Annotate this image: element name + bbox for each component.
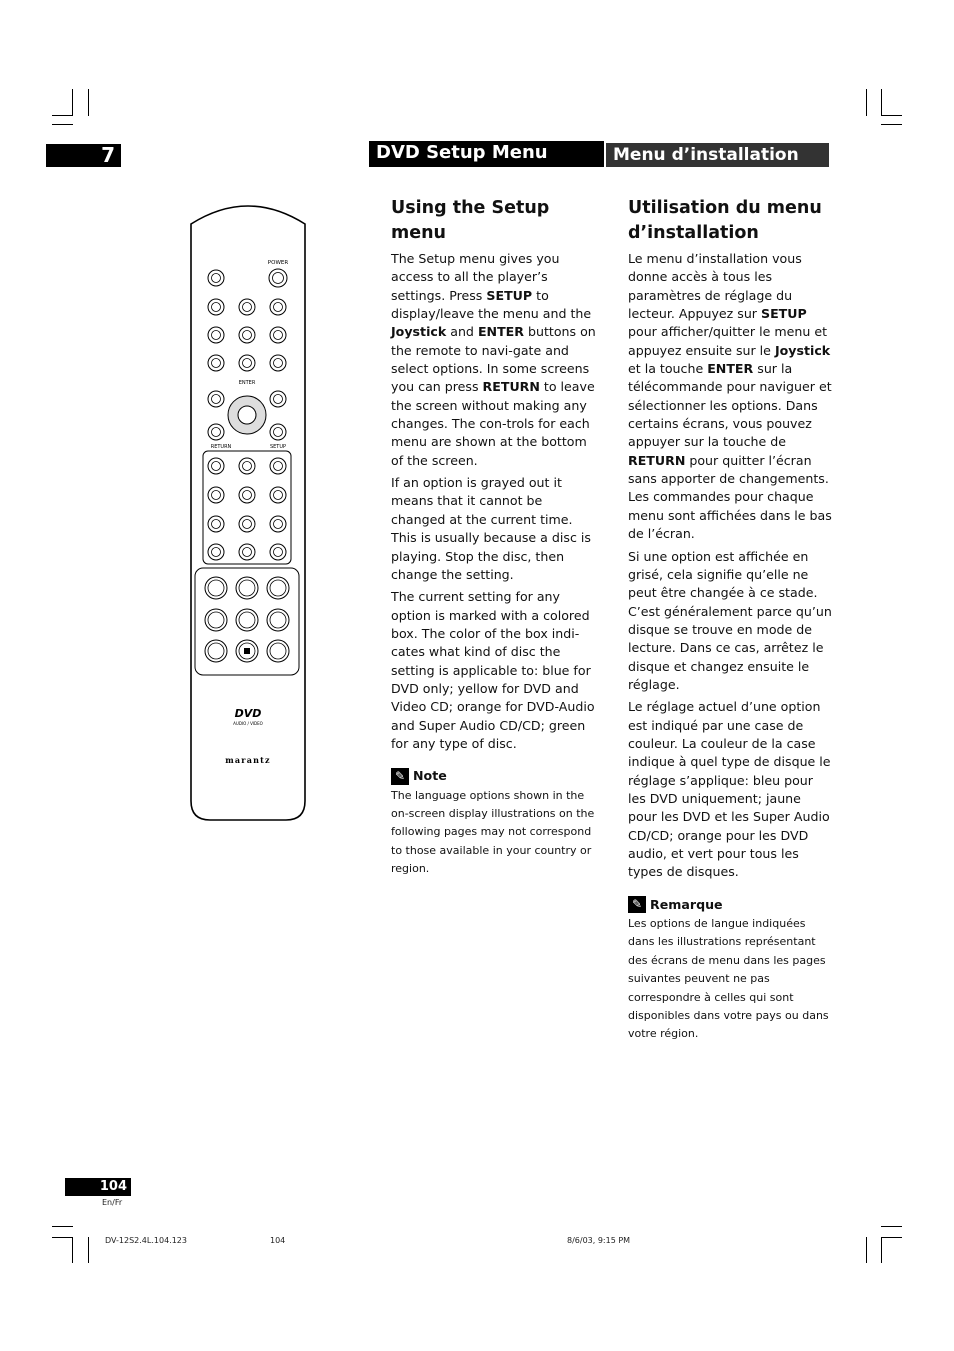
- text-run: pour afficher/quitter le menu et appuyez ensuite sur le: [628, 324, 828, 358]
- paragraph-en-3: The current setting for any option is marked with a colored box. The color of the box indi-cates what kind of disc the setting is applicable to: blue for DVD only; yellow for DVD and Video CD; orange for DVD-Audio and Super Audio CD/CD; green for any type of disc.: [391, 589, 595, 751]
- crop-mark: [88, 1237, 89, 1263]
- english-column: [391, 196, 597, 879]
- remote-button-inner: [274, 395, 283, 404]
- crop-mark: [52, 1226, 73, 1227]
- remote-button-inner: [274, 331, 283, 340]
- remote-button-inner: [212, 395, 221, 404]
- text-run: sur la télécommande pour naviguer et sélectionner les options. Dans certains écrans, vous pouvez appuyer sur la touche de: [628, 361, 832, 450]
- note-title-en: ✎ Note: [391, 767, 597, 785]
- crop-mark: [881, 89, 882, 116]
- remote-button-inner: [274, 428, 283, 437]
- bold-term: SETUP: [486, 287, 533, 303]
- remote-button-inner: [243, 548, 252, 557]
- language-code: En/Fr: [102, 1198, 123, 1207]
- crop-mark: [881, 1226, 902, 1227]
- text-run: Le menu d’installation vous donne accès à tous les paramètres de réglage du lecteur. Appuyez sur: [628, 251, 802, 322]
- paragraph-fr-2: Si une option est affichée en grisé, cela signifie qu’elle ne peut être changée à ce stade. C’est généralement parce qu’un disque se trouve en mode de lecture. Dans ce cas, arrêtez le disque et changez ensuite le réglage.: [628, 548, 832, 692]
- brand-logo: marantz: [225, 755, 271, 765]
- crop-mark: [866, 89, 867, 116]
- note-text-fr: Les options de langue indiquées dans les illustrations représentant des écrans de menu dans les pages suivantes peuvent ne pas correspondre à celles qui sont disponibles dans votre pays ou dans votre région.: [628, 917, 829, 1041]
- remote-button-inner: [208, 612, 224, 628]
- remote-button-inner: [243, 462, 252, 471]
- print-timestamp: 8/6/03, 9:15 PM: [567, 1236, 631, 1245]
- text-run: to leave the screen without making any changes. The con-trols for each menu are shown at the bottom of the screen.: [391, 379, 595, 468]
- remote-button-inner: [212, 491, 221, 500]
- dvd-logo-sub: AUDIO / VIDEO: [233, 721, 263, 726]
- remote-button-inner: [212, 303, 221, 312]
- bold-term: RETURN: [628, 452, 686, 468]
- remote-button-inner: [273, 273, 284, 284]
- return-label: RETURN: [210, 444, 232, 450]
- paragraph-en-1: [391, 250, 597, 470]
- bold-term: Joystick: [391, 324, 447, 340]
- crop-mark: [881, 115, 902, 116]
- section-title-en: DVD Setup Menu: [369, 141, 604, 167]
- page-ref: 104: [270, 1236, 286, 1245]
- remote-button-inner: [243, 331, 252, 340]
- remote-button-inner: [274, 303, 283, 312]
- crop-mark: [881, 124, 902, 125]
- crop-mark: [866, 1237, 867, 1263]
- remote-button-inner: [212, 548, 221, 557]
- remote-button-inner: [212, 462, 221, 471]
- page-number: 104: [65, 1178, 131, 1196]
- remote-button-inner: [243, 359, 252, 368]
- note-text-en: The language options shown in the on-screen display illustrations on the following pages may not correspond to those available in your country or region.: [391, 788, 595, 876]
- file-id: DV-12S2.4L.104.123: [105, 1236, 187, 1245]
- pencil-icon: ✎: [391, 768, 409, 785]
- remote-button-inner: [208, 580, 224, 596]
- remote-button-inner: [270, 612, 286, 628]
- text-run: and: [446, 324, 478, 340]
- crop-mark: [88, 89, 89, 116]
- remote-button-inner: [274, 462, 283, 471]
- setup-label: SETUP: [269, 444, 287, 450]
- crop-mark: [72, 1237, 73, 1263]
- remote-button-inner: [243, 491, 252, 500]
- french-column: [628, 196, 832, 1044]
- crop-mark: [881, 1237, 882, 1263]
- note-title-fr: ✎ Remarque: [628, 896, 832, 914]
- remote-button-inner: [270, 580, 286, 596]
- remote-button-inner: [212, 359, 221, 368]
- remote-button-inner: [274, 359, 283, 368]
- bold-term: ENTER: [477, 324, 524, 340]
- crop-mark: [52, 1237, 73, 1238]
- remote-button-inner: [243, 520, 252, 529]
- text-run: et la touche: [628, 361, 708, 377]
- remote-control-illustration: [186, 196, 310, 826]
- bold-term: Joystick: [774, 342, 831, 358]
- pencil-icon: ✎: [628, 896, 646, 913]
- paragraph-fr-3: Le réglage actuel d’une option est indiqué par une case de couleur. La couleur de la case indique à quel type de disque le réglage s’applique: bleu pour les DVD uniquement; jaune pour les DVD et les Super Audio CD/CD; orange pour les DVD audio, et vert pour tous les types de disques.: [628, 699, 831, 880]
- remote-button-inner: [274, 491, 283, 500]
- text-run: pour quitter l’écran sans apporter de changements. Les commandes pour chaque menu sont affichées dans le bas de l’écran.: [628, 452, 832, 542]
- dvd-logo: DVD: [234, 707, 262, 720]
- remote-button-inner: [212, 428, 221, 437]
- stop-symbol: [244, 648, 250, 654]
- bold-term: RETURN: [482, 379, 540, 395]
- paragraph-en-2: If an option is grayed out it means that it cannot be changed at the current time. This is usually because a disc is playing. Stop the disc, then change the setting.: [391, 475, 591, 582]
- chapter-number: 7: [46, 144, 121, 167]
- crop-mark: [52, 124, 73, 125]
- remote-button-inner: [274, 548, 283, 557]
- remote-button-inner: [212, 331, 221, 340]
- remote-button-inner: [239, 580, 255, 596]
- remote-button-inner: [212, 274, 221, 283]
- paragraph-fr-1: [628, 250, 832, 544]
- remote-button-inner: [274, 520, 283, 529]
- bold-term: SETUP: [761, 306, 807, 322]
- remote-button-inner: [212, 520, 221, 529]
- text-run: buttons on the remote to navi-gate and select options. In some screens you can press: [391, 324, 596, 395]
- joystick-center: [238, 406, 256, 424]
- power-label: POWER: [267, 260, 289, 266]
- text-run: The Setup menu gives you access to all the player’s settings. Press: [391, 251, 560, 303]
- section-title-fr: Menu d’installation DVD: [606, 143, 829, 167]
- crop-mark: [881, 1237, 902, 1238]
- remote-button-inner: [208, 643, 224, 659]
- crop-mark: [72, 89, 73, 116]
- text-run: to display/leave the menu and the: [391, 287, 592, 322]
- heading-en: Using the Setup menu: [391, 198, 550, 243]
- remote-button-inner: [239, 612, 255, 628]
- enter-label: ENTER: [238, 380, 256, 386]
- remote-button-inner: [243, 303, 252, 312]
- crop-mark: [52, 115, 73, 116]
- bold-term: ENTER: [707, 361, 754, 377]
- remote-button-inner: [270, 643, 286, 659]
- heading-fr: Utilisation du menu d’installation: [628, 198, 822, 243]
